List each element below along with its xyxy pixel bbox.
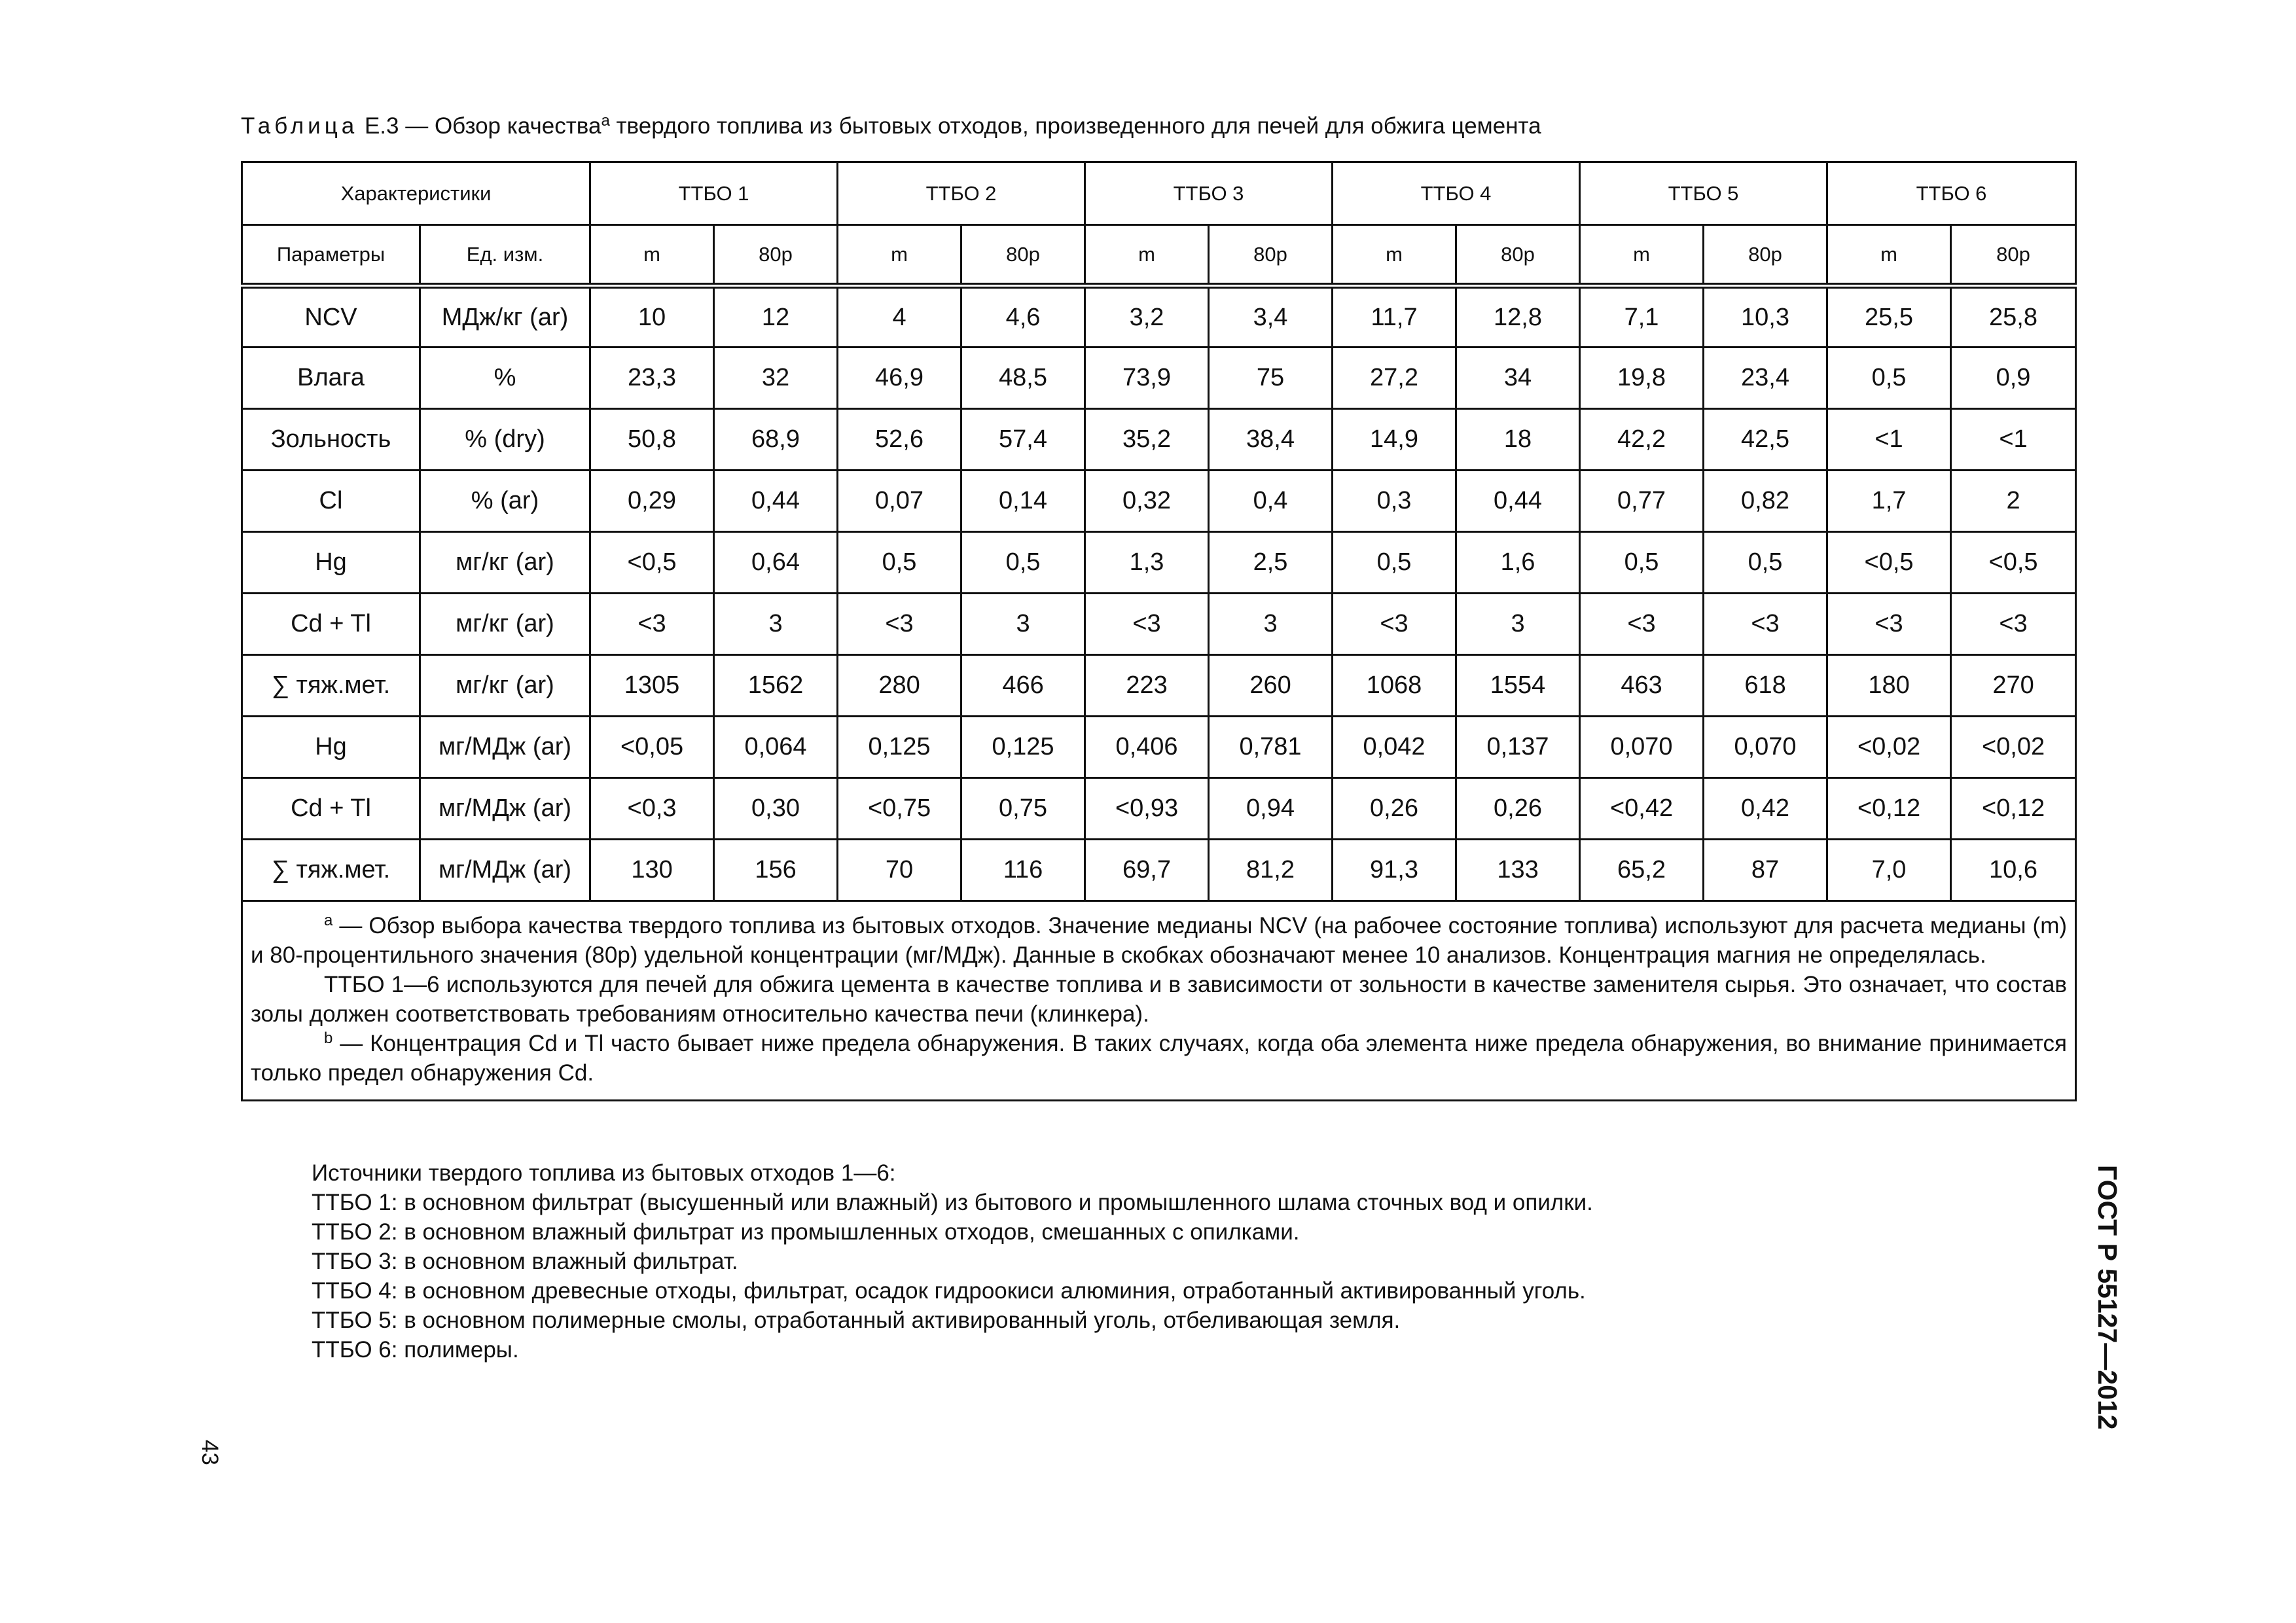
caption-footnote-mark: a <box>601 112 610 130</box>
cell-value: 18 <box>1456 409 1580 471</box>
note-a-mark: a <box>324 912 333 929</box>
header-group: ТТБО 6 <box>1827 162 2076 225</box>
table-row <box>242 840 2076 901</box>
cell-value: 0,406 <box>1085 717 1209 778</box>
table-row <box>242 348 2076 409</box>
cell-value: <0,12 <box>1827 778 1951 840</box>
cell-value: 2,5 <box>1209 532 1333 594</box>
cell-value: 0,44 <box>714 471 838 532</box>
cell-value: 0,94 <box>1209 778 1333 840</box>
cell-value: 280 <box>838 655 961 717</box>
header-row-subcolumns <box>242 225 2076 286</box>
cell-value: 34 <box>1456 348 1580 409</box>
cell-value: 0,125 <box>838 717 961 778</box>
cell-value: 1,7 <box>1827 471 1951 532</box>
cell-parameter: Зольность <box>242 409 420 471</box>
cell-value: 12,8 <box>1456 286 1580 348</box>
table-row <box>242 286 2076 348</box>
cell-value: 87 <box>1704 840 1827 901</box>
cell-value: 1305 <box>590 655 714 717</box>
cell-value: 1562 <box>714 655 838 717</box>
header-parameters: Параметры <box>242 225 420 286</box>
cell-value: <3 <box>1085 594 1209 655</box>
cell-value: 0,5 <box>1580 532 1704 594</box>
cell-value: 0,137 <box>1456 717 1580 778</box>
table-row <box>242 778 2076 840</box>
sources-heading: Источники твердого топлива из бытовых отходов 1—6: <box>312 1160 896 1186</box>
cell-parameter: Cl <box>242 471 420 532</box>
cell-value: <3 <box>1951 594 2076 655</box>
cell-value: 0,4 <box>1209 471 1333 532</box>
note-a <box>251 911 2067 970</box>
cell-value: 23,3 <box>590 348 714 409</box>
cell-value: 81,2 <box>1209 840 1333 901</box>
cell-value: 42,5 <box>1704 409 1827 471</box>
header-80p: 80p <box>1209 225 1333 286</box>
cell-value: 0,30 <box>714 778 838 840</box>
cell-value: 0,5 <box>1333 532 1456 594</box>
cell-parameter: Hg <box>242 717 420 778</box>
cell-value: 116 <box>961 840 1085 901</box>
cell-value: 0,44 <box>1456 471 1580 532</box>
cell-value: 73,9 <box>1085 348 1209 409</box>
cell-value: 223 <box>1085 655 1209 717</box>
note-a-text: — Обзор выбора качества твердого топлива из бытовых отходов. Значение медианы NCV (на рабочее состояние топлива) используют для расчета медианы (m) и 80-процентильного значения (80р) удельной концентрации (мг/МДж). Данные в скобках обозначают менее 10 анализов. Концентрация магния не определялась. <box>251 913 2068 968</box>
cell-value: 0,070 <box>1704 717 1827 778</box>
cell-value: <3 <box>1333 594 1456 655</box>
cell-value: <0,5 <box>1951 532 2076 594</box>
cell-value: 0,32 <box>1085 471 1209 532</box>
cell-parameter: Cd + Tl <box>242 778 420 840</box>
cell-unit: МДж/кг (ar) <box>420 286 590 348</box>
cell-value: 3,4 <box>1209 286 1333 348</box>
cell-value: 91,3 <box>1333 840 1456 901</box>
header-group: ТТБО 2 <box>838 162 1085 225</box>
cell-value: 0,07 <box>838 471 961 532</box>
cell-value: 463 <box>1580 655 1704 717</box>
cell-value: 0,26 <box>1333 778 1456 840</box>
source-item: ТТБО 5: в основном полимерные смолы, отработанный активированный уголь, отбеливающая земля. <box>312 1308 1401 1333</box>
table-notes <box>242 901 2076 1101</box>
cell-value: 0,5 <box>1827 348 1951 409</box>
cell-value: 32 <box>714 348 838 409</box>
cell-value: 0,26 <box>1456 778 1580 840</box>
cell-value: <0,3 <box>590 778 714 840</box>
cell-value: 35,2 <box>1085 409 1209 471</box>
cell-value: 0,5 <box>961 532 1085 594</box>
cell-value: 68,9 <box>714 409 838 471</box>
page-number: 43 <box>197 1440 223 1465</box>
cell-value: 69,7 <box>1085 840 1209 901</box>
cell-value: 0,3 <box>1333 471 1456 532</box>
cell-unit: % (dry) <box>420 409 590 471</box>
cell-value: 14,9 <box>1333 409 1456 471</box>
cell-value: 10 <box>590 286 714 348</box>
caption-text: Е.3 — Обзор качества <box>358 113 601 139</box>
source-item: ТТБО 4: в основном древесные отходы, фильтрат, осадок гидроокиси алюминия, отработанный активированный уголь. <box>312 1278 1586 1304</box>
table-caption <box>241 109 2073 144</box>
cell-unit: мг/кг (ar) <box>420 532 590 594</box>
cell-value: 4,6 <box>961 286 1085 348</box>
caption-prefix: Таблица <box>241 113 359 139</box>
cell-value: 23,4 <box>1704 348 1827 409</box>
header-80p: 80p <box>961 225 1085 286</box>
cell-value: 12 <box>714 286 838 348</box>
cell-value: 0,064 <box>714 717 838 778</box>
cell-value: 0,070 <box>1580 717 1704 778</box>
cell-value: 7,0 <box>1827 840 1951 901</box>
cell-value: 10,3 <box>1704 286 1827 348</box>
cell-value: <3 <box>1704 594 1827 655</box>
header-characteristics: Характеристики <box>242 162 590 225</box>
cell-unit: % <box>420 348 590 409</box>
cell-value: <0,05 <box>590 717 714 778</box>
cell-value: 3 <box>1456 594 1580 655</box>
cell-value: 0,82 <box>1704 471 1827 532</box>
cell-unit: мг/МДж (ar) <box>420 717 590 778</box>
source-item: ТТБО 1: в основном фильтрат (высушенный или влажный) из бытового и промышленного шлама сточных вод и опилки. <box>312 1190 1593 1215</box>
cell-value: 0,75 <box>961 778 1085 840</box>
header-median: m <box>1580 225 1704 286</box>
cell-value: <0,93 <box>1085 778 1209 840</box>
cell-value: 19,8 <box>1580 348 1704 409</box>
cell-parameter: NCV <box>242 286 420 348</box>
cell-value: 0,14 <box>961 471 1085 532</box>
note-p2: ТТБО 1—6 используются для печей для обжига цемента в качестве топлива и в зависимости от зольности в качестве заменителя сырья. Это означает, что состав золы должен соответствовать требованиям относительно качества печи (клинкера). <box>251 972 2068 1027</box>
cell-value: 618 <box>1704 655 1827 717</box>
cell-value: 1,6 <box>1456 532 1580 594</box>
caption-rest: твердого топлива из бытовых отходов, произведенного для печей для обжига цемента <box>609 113 1541 139</box>
table-row <box>242 471 2076 532</box>
header-median: m <box>1085 225 1209 286</box>
header-80p: 80p <box>714 225 838 286</box>
standard-designation: ГОСТ Р 55127—2012 <box>2092 1165 2123 1430</box>
cell-parameter: Hg <box>242 532 420 594</box>
source-item: ТТБО 6: полимеры. <box>312 1337 519 1363</box>
cell-value: 0,29 <box>590 471 714 532</box>
cell-unit: мг/МДж (ar) <box>420 778 590 840</box>
header-median: m <box>838 225 961 286</box>
cell-value: 7,1 <box>1580 286 1704 348</box>
cell-value: 3 <box>714 594 838 655</box>
cell-value: <3 <box>590 594 714 655</box>
cell-value: 42,2 <box>1580 409 1704 471</box>
cell-value: 156 <box>714 840 838 901</box>
cell-value: <0,02 <box>1951 717 2076 778</box>
header-80p: 80p <box>1704 225 1827 286</box>
cell-value: <0,5 <box>1827 532 1951 594</box>
cell-unit: % (ar) <box>420 471 590 532</box>
cell-value: 48,5 <box>961 348 1085 409</box>
header-median: m <box>1333 225 1456 286</box>
cell-unit: мг/кг (ar) <box>420 594 590 655</box>
cell-value: 3 <box>1209 594 1333 655</box>
cell-value: 75 <box>1209 348 1333 409</box>
header-group: ТТБО 5 <box>1580 162 1827 225</box>
table-row <box>242 655 2076 717</box>
cell-value: 52,6 <box>838 409 961 471</box>
cell-value: 3,2 <box>1085 286 1209 348</box>
table-row <box>242 409 2076 471</box>
cell-parameter: ∑ тяж.мет. <box>242 840 420 901</box>
header-80p: 80p <box>1456 225 1580 286</box>
cell-value: 0,5 <box>838 532 961 594</box>
note-b-text: — Концентрация Cd и Tl часто бывает ниже предела обнаружения. В таких случаях, когда оба элемента ниже предела обнаружения, во внимание принимается только предел обнаружения Cd. <box>251 1031 2068 1086</box>
cell-value: 133 <box>1456 840 1580 901</box>
source-item: ТТБО 3: в основном влажный фильтрат. <box>312 1249 738 1274</box>
cell-value: 1068 <box>1333 655 1456 717</box>
cell-value: 27,2 <box>1333 348 1456 409</box>
cell-value: 130 <box>590 840 714 901</box>
cell-value: <3 <box>1827 594 1951 655</box>
cell-parameter: Cd + Tl <box>242 594 420 655</box>
sources-list <box>312 1158 1751 1364</box>
cell-value: 260 <box>1209 655 1333 717</box>
cell-value: <1 <box>1827 409 1951 471</box>
cell-value: 2 <box>1951 471 2076 532</box>
cell-value: 57,4 <box>961 409 1085 471</box>
source-item: ТТБО 2: в основном влажный фильтрат из промышленных отходов, смешанных с опилками. <box>312 1219 1300 1245</box>
cell-value: 50,8 <box>590 409 714 471</box>
cell-value: <0,75 <box>838 778 961 840</box>
cell-parameter: Влага <box>242 348 420 409</box>
cell-value: 270 <box>1951 655 2076 717</box>
cell-value: <1 <box>1951 409 2076 471</box>
cell-value: 0,125 <box>961 717 1085 778</box>
cell-value: 46,9 <box>838 348 961 409</box>
cell-value: <3 <box>1580 594 1704 655</box>
table-row <box>242 594 2076 655</box>
cell-value: 4 <box>838 286 961 348</box>
cell-value: 0,42 <box>1704 778 1827 840</box>
table-row <box>242 717 2076 778</box>
cell-unit: мг/МДж (ar) <box>420 840 590 901</box>
header-80p: 80p <box>1951 225 2076 286</box>
cell-value: 65,2 <box>1580 840 1704 901</box>
quality-table <box>241 161 2077 1101</box>
cell-value: 11,7 <box>1333 286 1456 348</box>
header-row-groups <box>242 162 2076 225</box>
header-group: ТТБО 3 <box>1085 162 1333 225</box>
header-group: ТТБО 1 <box>590 162 838 225</box>
note-b <box>251 1029 2067 1088</box>
cell-value: 0,781 <box>1209 717 1333 778</box>
cell-value: 466 <box>961 655 1085 717</box>
cell-value: 70 <box>838 840 961 901</box>
cell-unit: мг/кг (ar) <box>420 655 590 717</box>
cell-value: 0,77 <box>1580 471 1704 532</box>
cell-value: 25,8 <box>1951 286 2076 348</box>
cell-value: <0,02 <box>1827 717 1951 778</box>
cell-value: 38,4 <box>1209 409 1333 471</box>
cell-value: 1554 <box>1456 655 1580 717</box>
header-group: ТТБО 4 <box>1333 162 1580 225</box>
note-b-mark: b <box>324 1029 333 1047</box>
cell-value: <0,5 <box>590 532 714 594</box>
header-median: m <box>590 225 714 286</box>
header-unit: Ед. изм. <box>420 225 590 286</box>
cell-value: 25,5 <box>1827 286 1951 348</box>
cell-value: 3 <box>961 594 1085 655</box>
cell-value: <0,42 <box>1580 778 1704 840</box>
cell-parameter: ∑ тяж.мет. <box>242 655 420 717</box>
cell-value: 0,5 <box>1704 532 1827 594</box>
cell-value: 1,3 <box>1085 532 1209 594</box>
cell-value: 0,64 <box>714 532 838 594</box>
cell-value: 0,042 <box>1333 717 1456 778</box>
cell-value: 10,6 <box>1951 840 2076 901</box>
cell-value: <0,12 <box>1951 778 2076 840</box>
table-row <box>242 532 2076 594</box>
cell-value: <3 <box>838 594 961 655</box>
cell-value: 180 <box>1827 655 1951 717</box>
header-median: m <box>1827 225 1951 286</box>
cell-value: 0,9 <box>1951 348 2076 409</box>
notes-row <box>242 901 2076 1101</box>
